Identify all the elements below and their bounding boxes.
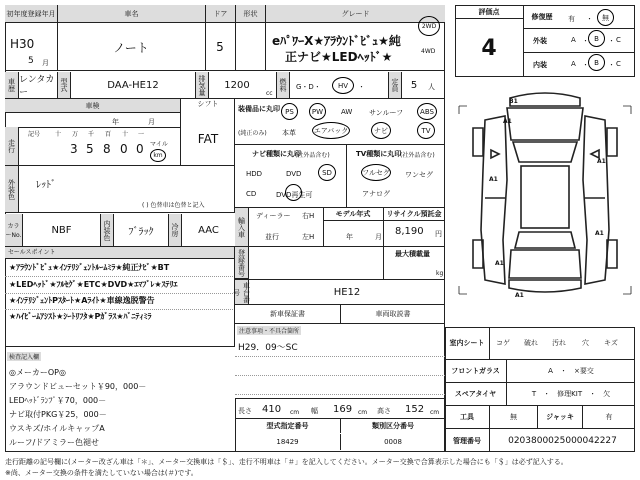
sales-line-3: ★ﾊｲﾋﾞｰﾑｱｼｽﾄ★ｼｰﾄﾘﾌﾀ★Pｶﾞﾗｽ★ﾊﾞﾆﾃｨﾐﾗ bbox=[9, 312, 152, 321]
inspection-line-4: ウスキズ/ホイルキャップA bbox=[9, 424, 105, 433]
drive-4wd: 4WD bbox=[421, 48, 436, 55]
tv-type-sub: (社外品含む) bbox=[400, 152, 435, 159]
reg-number-label: 登録番号 bbox=[235, 247, 249, 279]
inspection-line-5: ルーフ/ドアミラー色褪せ bbox=[9, 438, 100, 447]
mgmt-number-value: 0203800025000042227 bbox=[508, 435, 617, 446]
max-load-label: 最大積載量 bbox=[395, 250, 430, 258]
length-value: 410 bbox=[262, 404, 282, 415]
color-no-value: NBF bbox=[51, 224, 72, 236]
divider bbox=[265, 23, 266, 71]
condition-label: 修復歴 bbox=[531, 13, 553, 21]
interior-grade-sep2: ・ bbox=[608, 61, 615, 69]
interior-grade-a: A bbox=[571, 60, 576, 68]
mileage-digit-0: 3 bbox=[70, 142, 78, 156]
recycle-unit: 円 bbox=[435, 230, 442, 238]
displacement-label: 排気量 bbox=[195, 72, 209, 98]
seat-opt-scratch: キズ bbox=[604, 339, 618, 347]
digit-label-1: 万 bbox=[72, 131, 79, 138]
fuel-rest: ・ bbox=[358, 83, 365, 91]
damage-mark-right-door: A1 bbox=[595, 230, 604, 237]
exterior-color-value: ﾚｯﾄﾞ bbox=[36, 180, 56, 191]
interior-grade-label: 内装 bbox=[533, 61, 547, 69]
nav-hdd: HDD bbox=[246, 170, 263, 178]
notes-value: H29．09～SC bbox=[238, 343, 298, 353]
condition-has: 有 bbox=[568, 15, 575, 23]
divider bbox=[235, 23, 236, 71]
length-unit: cm bbox=[290, 409, 300, 416]
recycle-label: リサイクル預託金 bbox=[383, 207, 445, 221]
class-no-label: 類別区分番号 bbox=[340, 419, 445, 433]
recycle-value: 8,190 bbox=[395, 226, 424, 237]
sales-line-2: ★ｲﾝﾃﾘｼﾞｪﾝﾄPｽﾀｰﾄ★Aﾗｲﾄ★車線逸脱警告 bbox=[9, 296, 155, 305]
class-no-value: 0008 bbox=[340, 434, 445, 450]
score-value: 4 bbox=[481, 35, 497, 61]
model-label: 型式 bbox=[57, 72, 71, 98]
mileage-digit-3: 0 bbox=[120, 142, 128, 156]
exterior-grade-sep2: ・ bbox=[608, 37, 615, 45]
fuel-options: G・D・ bbox=[296, 83, 321, 91]
fuel-label: 燃料 bbox=[276, 72, 290, 98]
inspection-label: 車検 bbox=[5, 99, 180, 113]
type-no-value: 18429 bbox=[276, 438, 299, 446]
equip-leather: 本革 bbox=[282, 129, 296, 137]
shape-label: 形状 bbox=[235, 5, 265, 23]
equip-abs-circle: ABS bbox=[417, 103, 437, 120]
digit-label-5: 一 bbox=[138, 131, 145, 138]
import-left: 左H bbox=[302, 233, 315, 241]
width-label: 幅 bbox=[311, 407, 318, 415]
footer-line-2: ※尚、メーター交換の条件を満たしていない場合は(＃)です。 bbox=[5, 469, 198, 477]
condition-none-circle: 無 bbox=[597, 9, 614, 26]
capacity-label: 定員 bbox=[388, 72, 402, 98]
tv-type-label: TV種類に丸印 bbox=[356, 150, 402, 158]
height-label: 高さ bbox=[377, 407, 391, 415]
divider bbox=[235, 323, 445, 324]
km-circle: km bbox=[150, 149, 166, 162]
nav-dvd-play: DVD再生可 bbox=[276, 191, 313, 199]
reg-month: 5 bbox=[28, 56, 34, 66]
mile-label: マイル bbox=[150, 141, 168, 148]
inspection-line-2: LEDﾍｯﾄﾞﾗﾝﾌﾟ￥70，000－ bbox=[9, 396, 107, 405]
ac-label: 冷房 bbox=[168, 214, 182, 246]
grade-label: グレード bbox=[265, 5, 445, 23]
exterior-grade-c: C bbox=[616, 36, 621, 44]
digit-label-2: 千 bbox=[88, 131, 95, 138]
nav-type-sub: (社外品含む) bbox=[295, 152, 330, 159]
chassis-value: HE12 bbox=[333, 286, 361, 298]
jack-label: ジャッキ bbox=[538, 406, 583, 428]
spare-tire-label: スペアタイヤ bbox=[445, 383, 507, 405]
drive-2wd-circle: 2WD bbox=[418, 16, 440, 36]
seat-opt-hole: 穴 bbox=[582, 339, 589, 347]
inspection-notes-label: 検査記入欄 bbox=[9, 354, 40, 361]
grade-line2: 正ナビ★LEDﾍｯﾄﾞ★ bbox=[285, 50, 393, 64]
cc-unit: cc bbox=[266, 90, 273, 97]
displacement-value: 1200 bbox=[224, 79, 250, 91]
equip-navi-circle: ナビ bbox=[371, 122, 391, 139]
model-year-label: モデル年式 bbox=[323, 207, 383, 221]
manual-label: 車両取説書 bbox=[340, 305, 445, 323]
vehicle-history-label: 車歴 bbox=[5, 72, 19, 98]
width-value: 169 bbox=[333, 404, 353, 415]
score-label: 評価点 bbox=[455, 5, 523, 19]
divider bbox=[523, 28, 635, 29]
interior-seat-label: 室内シート bbox=[445, 327, 490, 359]
color-no-label: カラーNo. bbox=[5, 214, 23, 246]
exterior-grade-b-circle: B bbox=[588, 30, 605, 47]
notes-label: 注意事項・不具合箇所 bbox=[239, 328, 300, 335]
door-label: ドア bbox=[205, 5, 235, 23]
height-value: 152 bbox=[405, 404, 425, 415]
damage-mark-hood: A1 bbox=[503, 118, 512, 125]
inspection-line-3: ナビ取付PKG￥25，000－ bbox=[9, 410, 107, 419]
door-count: 5 bbox=[216, 40, 224, 54]
capacity-value: 5 bbox=[410, 79, 418, 91]
equip-sunroof: サンルーフ bbox=[369, 109, 404, 117]
import-label: 輸入車 bbox=[235, 208, 249, 246]
interior-grade-c: C bbox=[616, 60, 621, 68]
sales-line-0: ★ｱﾗｳﾝﾄﾞﾋﾞｭ★ｲﾝﾃﾘｼﾞｪﾝﾄﾙｰﾑﾐﾗ★純正ﾅﾋﾞ★BT bbox=[9, 263, 170, 272]
nav-sd-circle: SD bbox=[318, 164, 336, 181]
import-parallel: 並行 bbox=[265, 233, 279, 241]
divider bbox=[235, 356, 445, 357]
mileage-digit-1: 5 bbox=[86, 142, 94, 156]
interior-grade-b-circle: B bbox=[588, 54, 605, 71]
equip-tv-circle: TV bbox=[417, 122, 435, 139]
warranty-label: 新車保証書 bbox=[270, 310, 305, 318]
car-outline-icon bbox=[455, 80, 635, 320]
mileage-digit-2: 8 bbox=[103, 142, 111, 156]
damage-mark-front: B1 bbox=[509, 98, 518, 105]
equip-ps-circle: PS bbox=[281, 103, 298, 120]
divider bbox=[235, 375, 445, 376]
shift-value: FAT bbox=[180, 113, 235, 165]
divider bbox=[5, 127, 180, 128]
nav-cd: CD bbox=[246, 190, 257, 198]
divider bbox=[235, 144, 445, 145]
front-glass-label: フロントガラス bbox=[445, 360, 507, 382]
tv-analog: アナログ bbox=[362, 190, 390, 198]
equipment-sub-label: (純正のみ) bbox=[238, 130, 267, 137]
divider bbox=[5, 247, 235, 347]
condition-sep: ・ bbox=[586, 15, 593, 23]
car-name-label: 車名 bbox=[57, 5, 205, 23]
footer-line-1: 走行距離の記号欄に(メーター改ざん車は「＊」、メーター交換車は「＄」、走行不明車は「＃」を記入してください。メーター交換で合算表示した場合にも「＄」は必ず記入する。 bbox=[5, 458, 568, 466]
car-diagram bbox=[455, 80, 635, 320]
digit-label-3: 百 bbox=[105, 131, 112, 138]
exterior-color-label: 外装色 bbox=[5, 166, 19, 212]
import-right: 右H bbox=[302, 212, 315, 220]
inspection-line-1: アラウンドビューセット￥90，000－ bbox=[9, 382, 147, 391]
divider bbox=[346, 144, 347, 208]
jack-value: 有 bbox=[605, 413, 613, 421]
model-year-month: 月 bbox=[375, 233, 382, 241]
seat-opt-tear: 破れ bbox=[524, 339, 538, 347]
spare-tire-options: T ・ 修理KIT ・ 欠 bbox=[531, 390, 611, 398]
damage-mark-rear: A1 bbox=[515, 292, 524, 299]
tools-label: 工具 bbox=[445, 406, 490, 428]
nav-dvd: DVD bbox=[286, 170, 302, 178]
damage-mark-right-front: A1 bbox=[597, 158, 606, 165]
inspection-month-unit: 月 bbox=[148, 118, 155, 126]
interior-grade-sep1: ・ bbox=[582, 61, 589, 69]
digit-label-4: 十 bbox=[122, 131, 129, 138]
import-dealer: ディーラー bbox=[256, 212, 291, 220]
divider bbox=[383, 247, 384, 279]
mgmt-number-label: 管理番号 bbox=[445, 429, 490, 452]
tv-fullseg-circle: フルセグ bbox=[361, 164, 391, 181]
interior-color-label: 内装色 bbox=[100, 214, 114, 246]
running-label: 走行 bbox=[5, 127, 19, 165]
damage-mark-left-rear: A1 bbox=[495, 260, 504, 267]
divider bbox=[523, 52, 635, 53]
reg-month-unit: 月 bbox=[42, 59, 49, 67]
chassis-label: 車台番号 bbox=[232, 281, 251, 303]
length-label: 長さ bbox=[238, 407, 252, 415]
width-unit: cm bbox=[358, 409, 368, 416]
exterior-grade-label: 外装 bbox=[533, 37, 547, 45]
vehicle-history-value: レンタカー bbox=[19, 75, 55, 98]
sales-line-1: ★LEDﾍｯﾄﾞ★ﾌﾙｾｸﾞ★ETC★DVD★ｴﾏﾌﾞﾚ★ｽﾃﾘｴ bbox=[9, 280, 178, 289]
damage-mark-left-door: A1 bbox=[489, 176, 498, 183]
type-no-label: 型式指定番号 bbox=[266, 422, 309, 430]
fuel-hv-circle: HV bbox=[332, 77, 354, 94]
divider bbox=[235, 394, 445, 395]
exterior-grade-sep1: ・ bbox=[582, 37, 589, 45]
car-name: ノート bbox=[113, 40, 149, 55]
front-glass-options: A ・ ×要交 bbox=[548, 367, 594, 375]
nav-type-label: ナビ種類に丸印 bbox=[252, 150, 301, 158]
inspection-year-unit: 年 bbox=[112, 118, 119, 126]
ac-value: AAC bbox=[198, 224, 219, 236]
equipment-label: 装備品に丸印 bbox=[238, 105, 280, 113]
grade-line1: eﾊﾟﾜｰX★ｱﾗｳﾝﾄﾞﾋﾞｭ★純 bbox=[272, 34, 401, 48]
model-year-year: 年 bbox=[346, 233, 353, 241]
inspection-line-0: ◎メーカーOP◎ bbox=[9, 368, 66, 377]
exterior-grade-a: A bbox=[571, 36, 576, 44]
interior-color-value: ﾌﾞﾗｯｸ bbox=[128, 226, 154, 238]
tools-value: 無 bbox=[490, 406, 538, 428]
shift-label: シフト bbox=[180, 99, 235, 113]
nav-dvd-play-circle bbox=[285, 184, 302, 201]
seat-opt-burn: コゲ bbox=[496, 339, 510, 347]
seat-opt-dirt: 汚れ bbox=[552, 339, 566, 347]
first-reg-label: 初年度登録年月 bbox=[6, 10, 56, 18]
equip-aw: AW bbox=[341, 108, 353, 116]
max-load-unit: kg bbox=[436, 270, 444, 277]
reg-year: H30 bbox=[10, 37, 35, 51]
record-label: 記号 bbox=[28, 131, 41, 138]
equip-airbag-circle: エアバック bbox=[312, 122, 350, 139]
mileage-digit-4: 0 bbox=[136, 142, 144, 156]
sales-point-label: セールスポイント bbox=[5, 247, 235, 259]
tv-oneseg: ワンセグ bbox=[405, 171, 433, 179]
equip-pw-circle: PW bbox=[309, 103, 326, 120]
exterior-color-note: ( ) 色替車は色替と記入 bbox=[142, 202, 205, 209]
model-value: DAA-HE12 bbox=[107, 79, 159, 91]
digit-label-0: 十 bbox=[55, 131, 62, 138]
height-unit: cm bbox=[430, 409, 440, 416]
capacity-unit: 人 bbox=[428, 83, 435, 91]
